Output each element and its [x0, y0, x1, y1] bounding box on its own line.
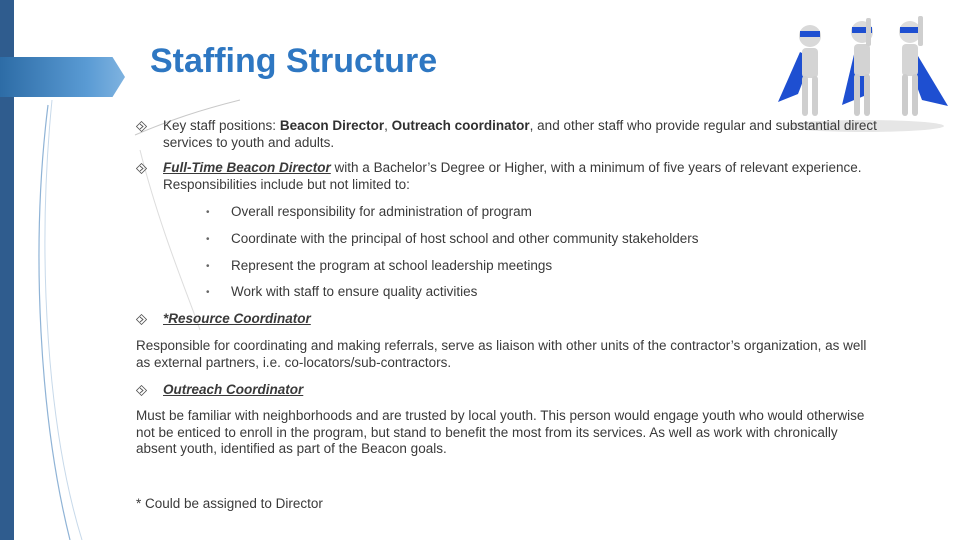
role-full-time-director: Full-Time Beacon Director: [163, 160, 331, 175]
sub-bullet-item: Overall responsibility for administration of program: [231, 204, 532, 219]
bullet-arrow-icon: [136, 385, 147, 396]
resource-coordinator-description: Responsible for coordinating and making referrals, serve as liaison with other units of the contractor’s organization, as well as external partners, i.e. co-locators/sub-contractors.: [136, 338, 867, 370]
bullet-full-time-director: Full-Time Beacon Director with a Bachelor’s Degree or Higher, with a minimum of five years of relevant experience. Responsibilities include but not limited to:: [163, 160, 862, 192]
bullet-resource-coordinator: [163, 311, 903, 328]
role-beacon-director: Beacon Director: [279, 118, 385, 133]
sub-bullet-item: Represent the program at school leadership meetings: [231, 258, 553, 273]
bullet-key-staff: Key staff positions: Beacon Director, Outreach coordinator, and other staff who provide regular and substantial direct services to youth and adults.: [163, 118, 877, 150]
role-outreach-coordinator: Outreach coordinator: [391, 118, 530, 133]
role-outreach-coordinator-heading: Outreach Coordinator: [163, 382, 304, 397]
footnote: * Could be assigned to Director: [136, 496, 323, 511]
sub-bullet-item: Work with staff to ensure quality activities: [231, 284, 478, 299]
sub-bullet-marker: •: [206, 287, 210, 298]
slide-title: Staffing Structure: [150, 42, 438, 80]
sub-bullet-marker: •: [206, 234, 210, 245]
sub-bullet-item: Coordinate with the principal of host school and other community stakeholders: [231, 231, 699, 246]
bullet-outreach-coordinator: [163, 382, 903, 399]
sub-bullet-marker: •: [206, 207, 210, 218]
role-resource-coordinator: *Resource Coordinator: [163, 311, 311, 326]
outreach-coordinator-description: Must be familiar with neighborhoods and are trusted by local youth. This person would engage youth who would otherwise not be enticed to enroll in the program, but stand to benefit the most from its services. As well as work with chronically absent youth, identified as part of the Beacon goals.: [136, 408, 865, 456]
bullet-arrow-icon: [136, 121, 147, 132]
sub-bullet-marker: •: [206, 261, 210, 272]
bullet-arrow-icon: [136, 314, 147, 325]
bullet-arrow-icon: [136, 163, 147, 174]
